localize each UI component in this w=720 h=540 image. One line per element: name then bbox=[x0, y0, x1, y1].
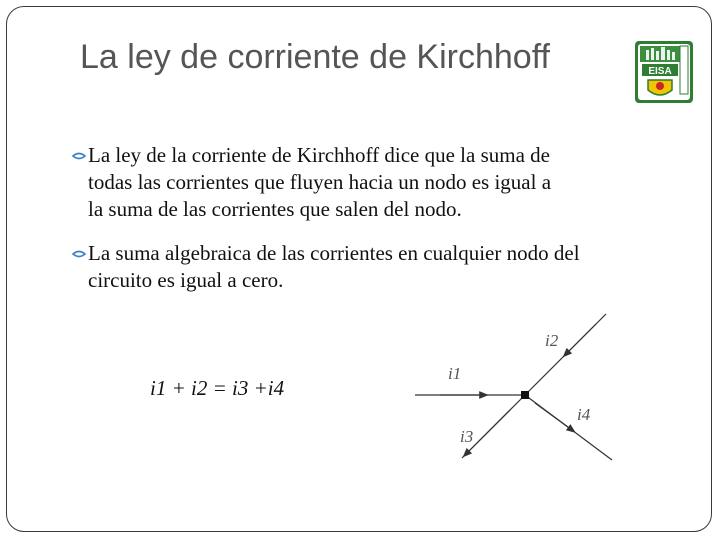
logo-label: EISA bbox=[648, 66, 672, 77]
node-point bbox=[521, 391, 529, 399]
bullet-line: La suma algebraica de las corrientes en cualquier nodo del bbox=[88, 241, 580, 265]
bullet-text-2 bbox=[72, 240, 672, 294]
kcl-equation: i1 + i2 = i3 +i4 bbox=[150, 376, 285, 400]
label-i2: i2 bbox=[545, 331, 559, 350]
bullet-line: todas las corrientes que fluyen hacia un nodo es igual a bbox=[88, 170, 552, 194]
bullet-line: La ley de la corriente de Kirchhoff dice que la suma de bbox=[88, 143, 550, 167]
bullet-marker-icon bbox=[72, 150, 86, 162]
label-i1: i1 bbox=[448, 364, 462, 383]
bullet-marker-icon bbox=[72, 248, 86, 260]
arrow-i4 bbox=[535, 403, 572, 430]
slide-title: La ley de corriente de Kirchhoff bbox=[80, 38, 550, 76]
bullet-line: la suma de las corrientes que salen del nodo. bbox=[88, 197, 462, 221]
eisa-logo-icon bbox=[634, 40, 694, 104]
bullet-line: circuito es igual a cero. bbox=[88, 268, 284, 292]
arrow-i2 bbox=[566, 324, 596, 354]
label-i3: i3 bbox=[460, 427, 474, 446]
bullet-item-2 bbox=[72, 240, 672, 294]
bullet-item-1 bbox=[72, 142, 672, 223]
label-i4: i4 bbox=[577, 405, 591, 424]
node-diagram bbox=[400, 300, 630, 475]
bullet-text-1 bbox=[72, 142, 672, 223]
